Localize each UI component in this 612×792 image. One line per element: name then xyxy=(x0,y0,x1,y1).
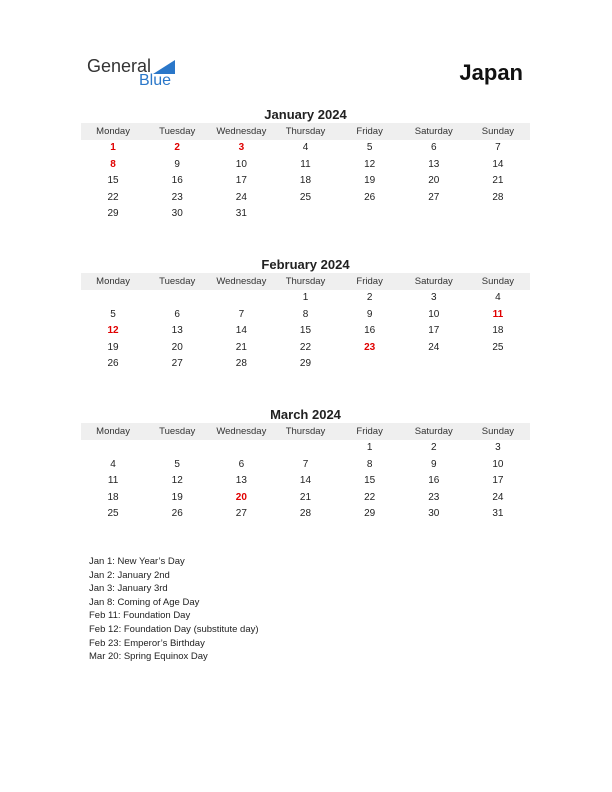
day-cell: 8 xyxy=(366,458,373,470)
month-title: March 2024 xyxy=(270,407,341,422)
day-cell xyxy=(466,206,530,223)
day-cell: 11 xyxy=(300,158,311,170)
day-cell: 5 xyxy=(366,142,373,153)
day-cell: 13 xyxy=(428,158,440,170)
day-cell: 15 xyxy=(299,325,312,337)
day-cell: 28 xyxy=(299,508,312,520)
holiday-day-cell: 20 xyxy=(235,491,247,503)
day-cell: 6 xyxy=(174,308,180,320)
day-cell: 8 xyxy=(302,308,309,320)
week-row xyxy=(81,473,530,490)
day-cell: 28 xyxy=(492,191,504,203)
day-cell xyxy=(402,356,466,373)
holiday-day-cell: 2 xyxy=(174,142,180,153)
holiday-list xyxy=(89,555,259,664)
weekday-header-row xyxy=(81,273,530,290)
day-cell: 10 xyxy=(428,308,440,320)
day-cell: 9 xyxy=(366,308,373,320)
holiday-item: Feb 11: Foundation Day xyxy=(89,610,191,622)
holiday-day-cell: 8 xyxy=(110,158,116,170)
day-cell: 26 xyxy=(171,508,183,520)
weekday-label: Wednesday xyxy=(216,126,267,137)
weekday-label: Sunday xyxy=(481,126,515,137)
day-cell xyxy=(273,440,337,457)
day-cell: 21 xyxy=(492,175,504,187)
day-cell: 30 xyxy=(428,508,440,520)
day-cell: 5 xyxy=(174,458,180,470)
day-cell: 11 xyxy=(107,475,119,487)
day-cell: 24 xyxy=(428,341,440,353)
day-cell: 14 xyxy=(235,325,247,337)
week-row xyxy=(81,290,530,307)
holiday-day-cell: 11 xyxy=(492,308,504,320)
day-cell: 2 xyxy=(366,292,373,303)
month-block-february xyxy=(81,257,530,373)
day-cell: 23 xyxy=(428,491,440,503)
day-cell xyxy=(81,290,145,307)
weekday-label: Thursday xyxy=(285,276,326,287)
day-cell: 13 xyxy=(171,325,183,337)
day-cell: 22 xyxy=(107,191,119,203)
day-cell: 29 xyxy=(364,508,376,520)
week-row xyxy=(81,140,530,157)
calendar-grid xyxy=(81,123,530,223)
week-row xyxy=(81,307,530,324)
weekday-label: Friday xyxy=(356,426,383,437)
day-cell: 19 xyxy=(107,341,119,353)
day-cell: 10 xyxy=(235,158,247,170)
holiday-item: Mar 20: Spring Equinox Day xyxy=(89,651,208,663)
day-cell: 14 xyxy=(299,475,312,487)
day-cell: 12 xyxy=(171,475,183,487)
day-cell: 13 xyxy=(235,475,247,487)
day-cell: 28 xyxy=(235,358,247,370)
weekday-label: Monday xyxy=(96,276,130,287)
holiday-item: Feb 23: Emperor’s Birthday xyxy=(89,637,205,649)
day-cell: 3 xyxy=(495,442,501,453)
brand-blue-text: Blue xyxy=(139,72,172,89)
day-cell: 25 xyxy=(299,191,312,203)
day-cell: 29 xyxy=(107,208,119,220)
day-cell xyxy=(209,290,273,307)
day-cell: 26 xyxy=(364,191,376,203)
holiday-day-cell: 23 xyxy=(364,341,376,353)
day-cell: 9 xyxy=(430,458,437,470)
day-cell: 14 xyxy=(492,158,504,170)
day-cell: 22 xyxy=(364,491,376,503)
weekday-label: Wednesday xyxy=(216,276,267,287)
weekday-label: Thursday xyxy=(285,126,326,137)
weekday-label: Tuesday xyxy=(159,126,196,137)
day-cell: 1 xyxy=(302,292,309,303)
day-cell: 3 xyxy=(430,292,437,303)
day-cell xyxy=(402,206,466,223)
day-cell: 17 xyxy=(235,175,247,187)
day-cell: 17 xyxy=(428,325,440,337)
day-cell: 15 xyxy=(107,175,119,187)
day-cell: 27 xyxy=(428,191,440,203)
day-cell: 16 xyxy=(171,175,183,187)
day-cell: 29 xyxy=(299,358,312,370)
day-cell: 4 xyxy=(110,458,116,470)
calendar-grid xyxy=(81,273,530,373)
day-cell xyxy=(145,440,209,457)
day-cell: 21 xyxy=(235,341,247,353)
weekday-label: Monday xyxy=(96,126,130,137)
week-row xyxy=(81,323,530,340)
week-row xyxy=(81,206,530,223)
day-cell: 6 xyxy=(238,458,245,470)
day-cell xyxy=(338,206,402,223)
week-row xyxy=(81,340,530,357)
day-cell: 4 xyxy=(495,292,501,303)
day-cell xyxy=(145,290,209,307)
calendar-grid xyxy=(81,423,530,523)
day-cell: 9 xyxy=(174,158,180,170)
weekday-label: Friday xyxy=(356,126,383,137)
day-cell: 24 xyxy=(235,191,247,203)
day-cell: 21 xyxy=(299,491,312,503)
day-cell xyxy=(209,440,273,457)
week-row xyxy=(81,173,530,190)
week-row xyxy=(81,356,530,373)
day-cell: 31 xyxy=(492,508,504,520)
day-cell: 19 xyxy=(171,491,183,503)
week-row xyxy=(81,440,530,457)
day-cell: 7 xyxy=(302,458,309,470)
country-title: Japan xyxy=(459,60,523,85)
weekday-header-row xyxy=(81,123,530,140)
day-cell xyxy=(466,356,530,373)
weekday-label: Saturday xyxy=(414,426,453,437)
weekday-label: Sunday xyxy=(481,276,515,287)
week-row xyxy=(81,506,530,523)
day-cell: 6 xyxy=(430,142,437,153)
month-block-march xyxy=(81,407,530,523)
day-cell: 22 xyxy=(299,341,312,353)
day-cell: 18 xyxy=(299,175,312,187)
day-cell: 30 xyxy=(171,208,183,220)
day-cell: 4 xyxy=(302,142,309,153)
week-row xyxy=(81,190,530,207)
holiday-item: Jan 3: January 3rd xyxy=(89,583,168,595)
month-title: January 2024 xyxy=(264,107,347,122)
holiday-day-cell: 1 xyxy=(110,142,116,153)
holiday-item: Jan 1: New Year’s Day xyxy=(89,556,185,567)
day-cell: 16 xyxy=(364,325,376,337)
weekday-header-row xyxy=(81,423,530,440)
weekday-label: Friday xyxy=(356,276,383,287)
day-cell: 27 xyxy=(171,358,183,370)
day-cell: 1 xyxy=(366,442,373,453)
day-cell: 27 xyxy=(235,508,247,520)
weekday-label: Saturday xyxy=(414,126,453,137)
holiday-item: Jan 8: Coming of Age Day xyxy=(89,596,200,608)
holiday-item: Feb 12: Foundation Day (substitute day) xyxy=(89,623,259,635)
day-cell: 19 xyxy=(364,175,376,187)
day-cell: 24 xyxy=(492,491,504,503)
weekday-label: Saturday xyxy=(414,276,453,287)
day-cell: 15 xyxy=(364,475,376,487)
week-row xyxy=(81,157,530,174)
brand-general-text: General xyxy=(87,56,152,76)
day-cell: 26 xyxy=(107,358,119,370)
weekday-label: Thursday xyxy=(285,426,326,437)
day-cell: 23 xyxy=(171,191,183,203)
weekday-label: Tuesday xyxy=(159,426,196,437)
day-cell xyxy=(81,440,145,457)
weekday-label: Monday xyxy=(96,426,130,437)
weekday-label: Tuesday xyxy=(159,276,196,287)
day-cell: 17 xyxy=(492,475,504,487)
day-cell: 20 xyxy=(171,341,183,353)
week-row xyxy=(81,490,530,507)
day-cell xyxy=(273,206,337,223)
holiday-day-cell: 12 xyxy=(107,325,119,337)
day-cell: 12 xyxy=(364,158,376,170)
day-cell: 2 xyxy=(430,442,437,453)
day-cell: 7 xyxy=(238,308,245,320)
day-cell: 5 xyxy=(110,308,116,320)
day-cell: 25 xyxy=(107,508,119,520)
day-cell xyxy=(338,356,402,373)
week-row xyxy=(81,457,530,474)
brand-logo xyxy=(87,56,187,92)
day-cell: 7 xyxy=(495,142,501,153)
weekday-label: Sunday xyxy=(481,426,515,437)
day-cell: 25 xyxy=(492,341,504,353)
month-title: February 2024 xyxy=(261,257,350,272)
weekday-label: Wednesday xyxy=(216,426,267,437)
holiday-item: Jan 2: January 2nd xyxy=(89,569,170,581)
day-cell: 18 xyxy=(107,491,119,503)
month-block-january xyxy=(81,107,530,223)
day-cell: 10 xyxy=(492,458,504,470)
day-cell: 20 xyxy=(428,175,440,187)
day-cell: 16 xyxy=(428,475,440,487)
holiday-day-cell: 3 xyxy=(238,142,245,153)
day-cell: 31 xyxy=(235,208,247,220)
day-cell: 18 xyxy=(492,325,504,337)
